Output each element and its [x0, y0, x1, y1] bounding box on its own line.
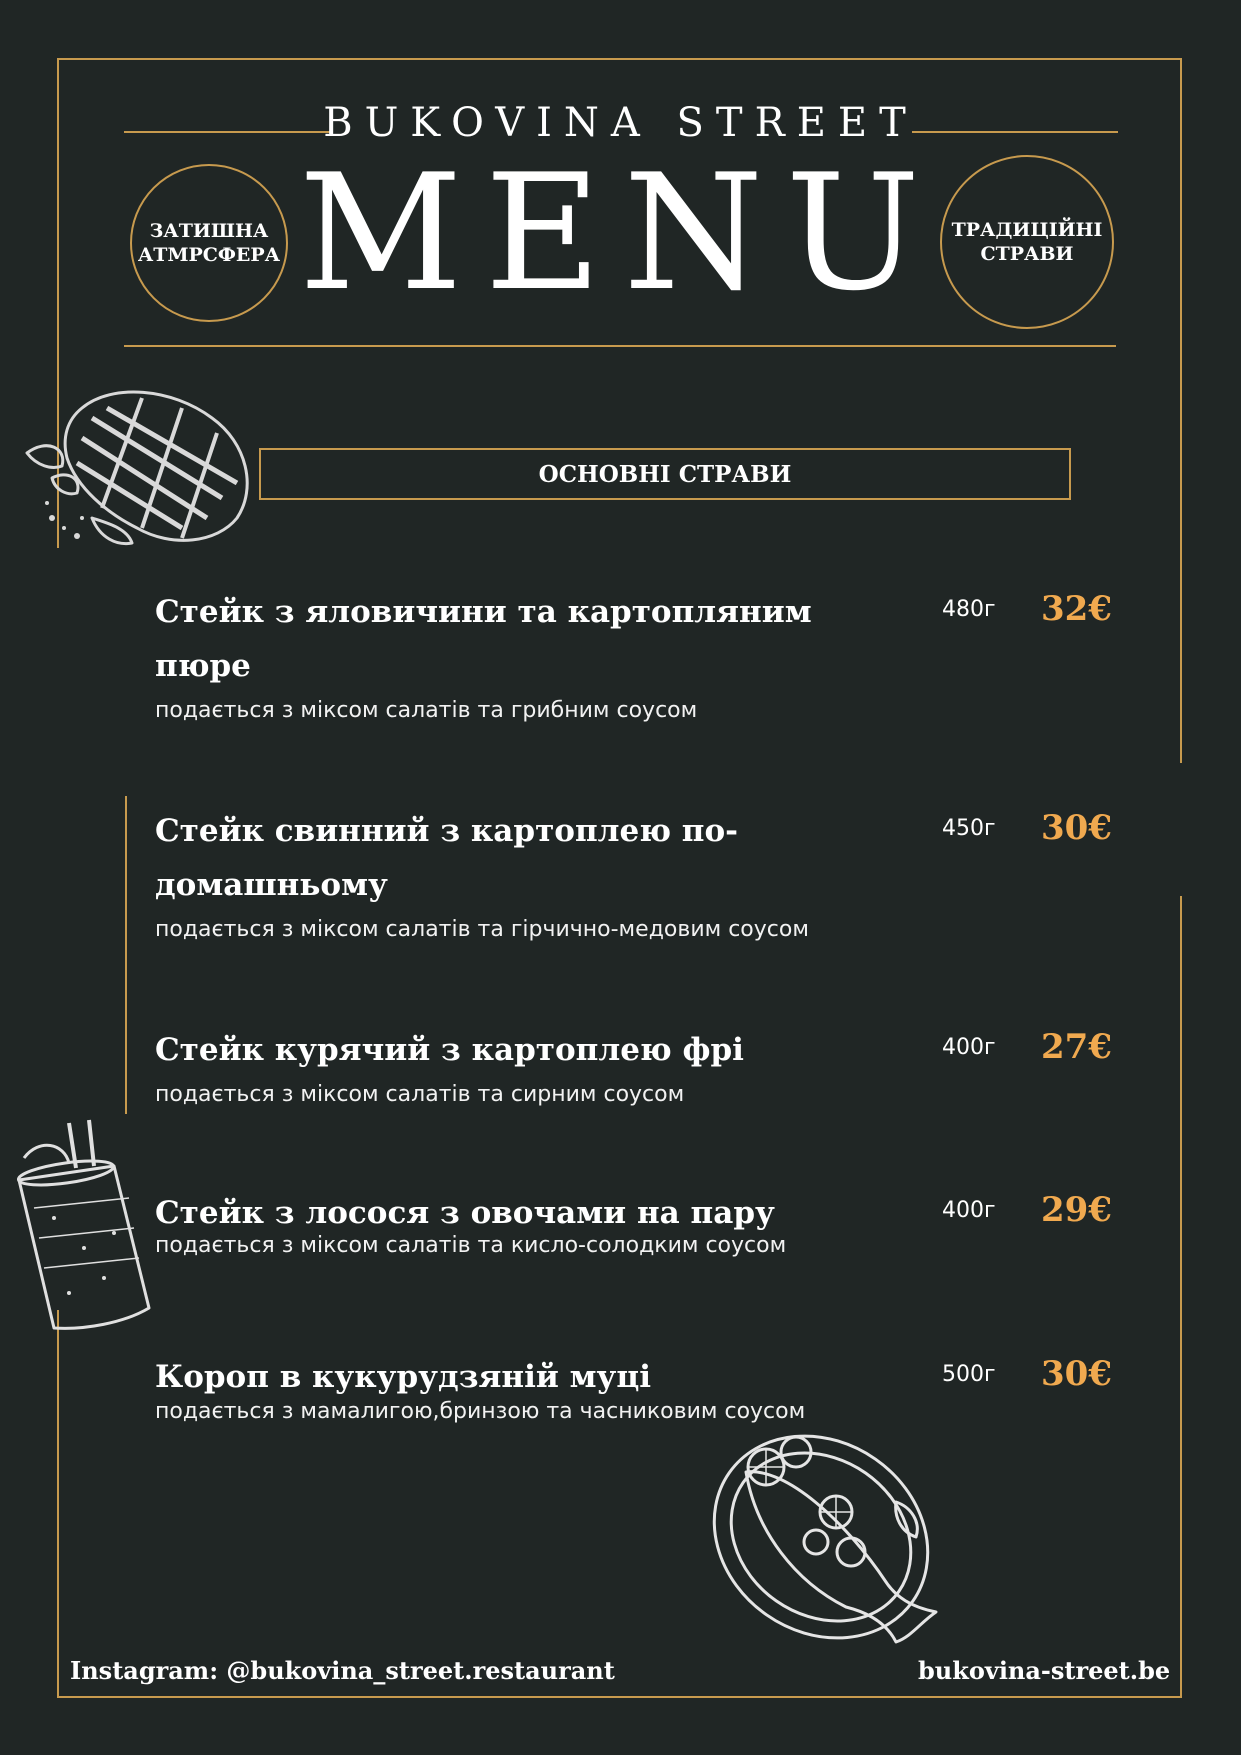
dish-description: подається з міксом салатів та кисло-солодким соусом	[155, 1233, 787, 1258]
dish-price: 30€	[1041, 1354, 1112, 1394]
dish-name: Стейк з яловичини та картопляним пюре	[155, 594, 812, 684]
dish-item	[155, 585, 1155, 728]
badge-traditional: ТРАДИЦІЙНІ СТРАВИ	[940, 155, 1114, 329]
section-title-main-dishes: ОСНОВНІ СТРАВИ	[259, 448, 1071, 500]
badge-atmosphere: ЗАТИШНА АТМРСФЕРА	[130, 164, 288, 322]
dish-weight: 400г	[942, 1035, 996, 1060]
dish-description: подається з міксом салатів та гірчично-медовим соусом	[155, 917, 809, 942]
dish-description: подається з мамалигою,бринзою та часниковим соусом	[155, 1399, 806, 1424]
dish-name: Стейк з лосося з овочами на пару	[155, 1195, 775, 1231]
dish-name: Короп в кукурудзяній муці	[155, 1359, 652, 1395]
frame-left-lower	[57, 1310, 59, 1698]
dish-weight: 500г	[942, 1362, 996, 1387]
dish-price: 29€	[1041, 1190, 1112, 1230]
dish-price: 30€	[1041, 808, 1112, 848]
dish-item	[155, 1350, 1155, 1429]
instagram-handle[interactable]: Instagram: @bukovina_street.restaurant	[70, 1656, 615, 1685]
menu-title: MENU	[298, 139, 943, 326]
inner-accent-line	[125, 796, 127, 1114]
drink-glass-sketch-icon	[14, 1118, 154, 1338]
frame-top	[57, 58, 1182, 60]
dish-item	[155, 1186, 1155, 1263]
dish-description: подається з міксом салатів та грибним соусом	[155, 698, 698, 723]
steak-sketch-icon	[22, 378, 262, 558]
dish-weight: 480г	[942, 597, 996, 622]
dish-item	[155, 1023, 1155, 1112]
brand-name: BUKOVINA STREET	[323, 100, 918, 146]
dish-name: Стейк свинний з картоплею по-домашньому	[155, 813, 739, 903]
dish-price: 27€	[1041, 1027, 1112, 1067]
dish-item	[155, 804, 1155, 947]
frame-bottom	[57, 1696, 1182, 1698]
dish-name: Стейк курячий з картоплею фрі	[155, 1032, 744, 1068]
dish-description: подається з міксом салатів та сирним соусом	[155, 1082, 685, 1107]
dish-weight: 450г	[942, 816, 996, 841]
header-divider	[124, 345, 1116, 347]
dish-weight: 400г	[942, 1198, 996, 1223]
fish-plate-sketch-icon	[696, 1412, 946, 1652]
dish-price: 32€	[1041, 589, 1112, 629]
frame-right-lower	[1180, 896, 1182, 1698]
website-link[interactable]: bukovina-street.be	[918, 1656, 1171, 1685]
